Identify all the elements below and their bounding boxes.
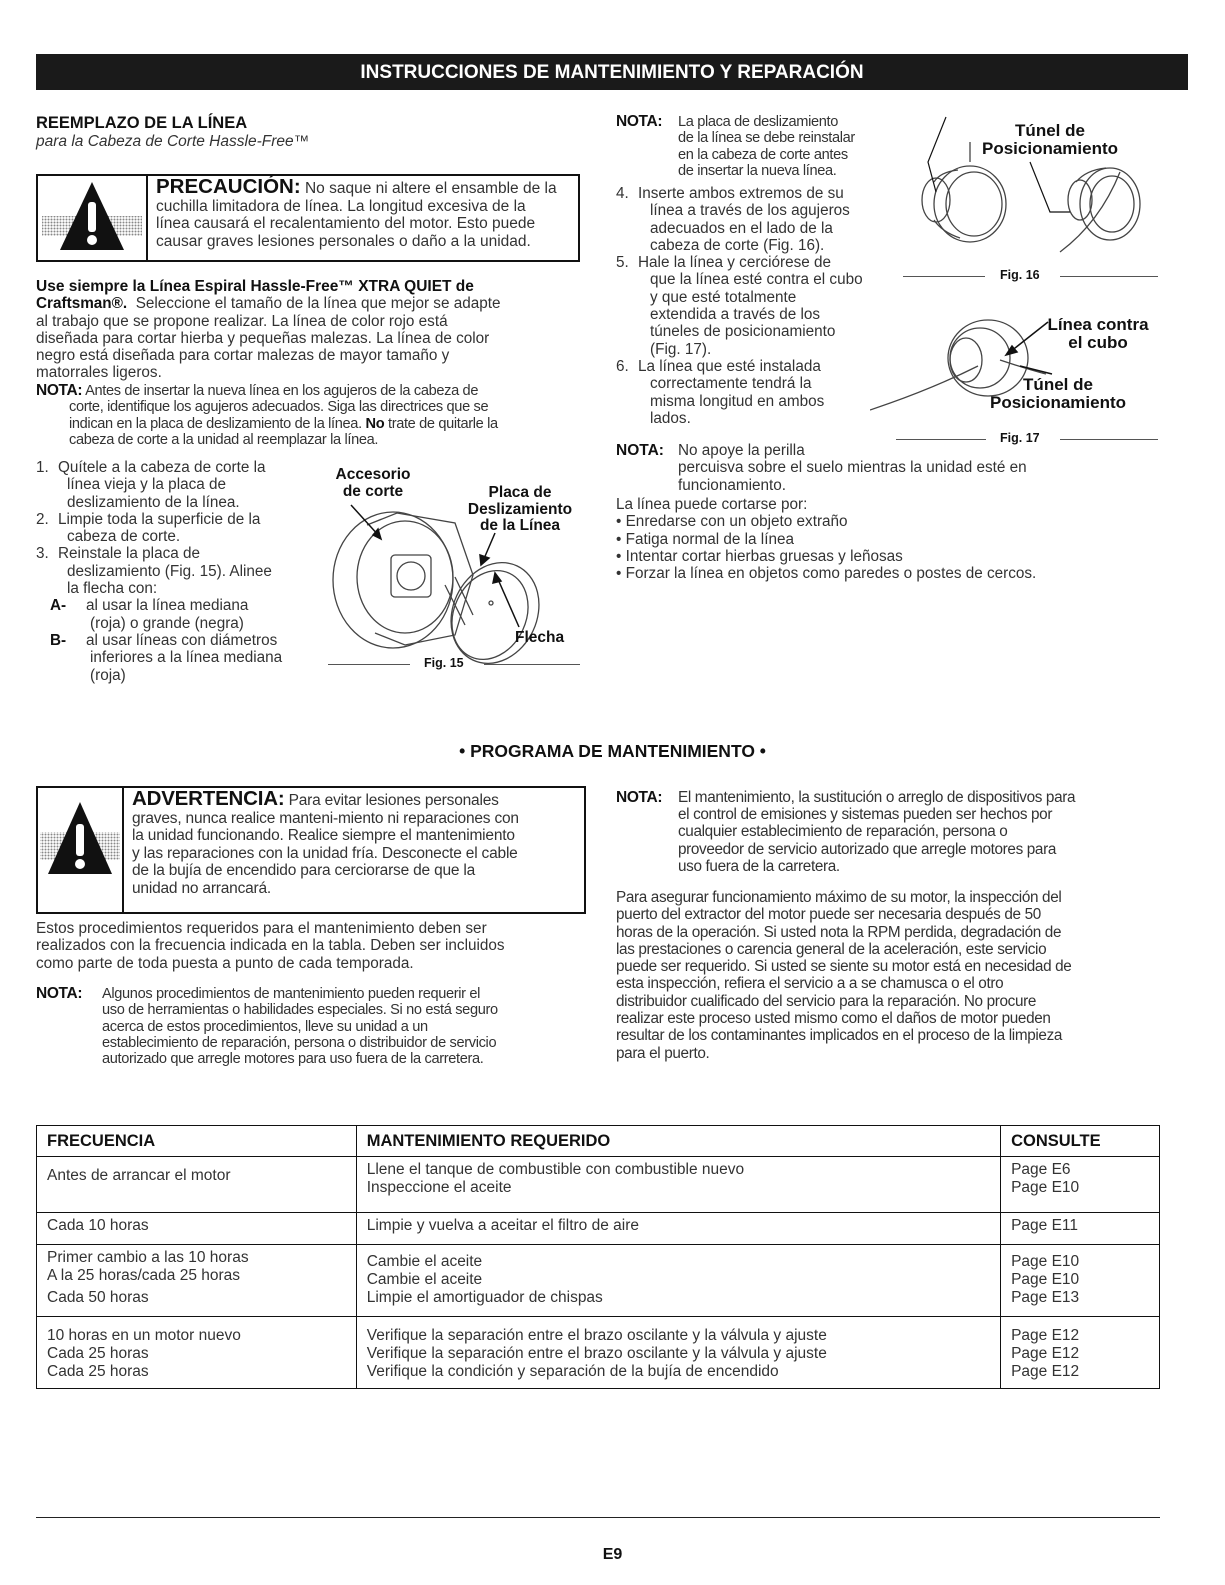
step-text: Quítele a la cabeza de corte la bbox=[58, 459, 266, 476]
paragraph-line: las prestaciones o carencia general de la aceleración, este servicio bbox=[616, 940, 1047, 958]
step-number: 4. bbox=[616, 185, 629, 202]
step-text: Inserte ambos extremos de su bbox=[638, 185, 844, 202]
nota-text: de insertar la nueva línea. bbox=[678, 162, 837, 179]
use-line-text: diseñada para cortar hierba y pequeñas malezas. La línea de color bbox=[36, 329, 490, 347]
figure-label: Placa de bbox=[488, 484, 552, 501]
caution-line: causar graves lesiones personales o daño a la unidad. bbox=[156, 232, 531, 250]
paragraph-line: puerto del extractor del motor puede ser necesaria después de 50 bbox=[616, 906, 1041, 924]
column-header: FRECUENCIA bbox=[37, 1126, 357, 1157]
step-text: inferiores a la línea mediana bbox=[90, 649, 283, 667]
figure-label: Túnel de bbox=[1023, 375, 1093, 394]
nota-text: autorizado que arregle motores para uso fuera de la carretera. bbox=[102, 1051, 484, 1068]
warning-box bbox=[36, 786, 586, 914]
use-line-paragraph bbox=[36, 278, 596, 382]
nota-text: proveedor de servicio autorizado que arregle motores para bbox=[678, 840, 1056, 858]
figure-label: de la Línea bbox=[479, 517, 561, 534]
warning-line: Para evitar lesiones personales bbox=[288, 792, 499, 809]
table-row bbox=[37, 1157, 1160, 1213]
step-number: 6. bbox=[616, 357, 629, 375]
divider bbox=[1060, 439, 1158, 440]
step-text: (Fig. 17). bbox=[650, 340, 712, 358]
frequency-cell bbox=[37, 1157, 357, 1213]
figure-label: Túnel de bbox=[1015, 121, 1085, 140]
cell-line: Page E12 bbox=[1011, 1327, 1080, 1344]
list-item: • Enredarse con un objeto extraño bbox=[616, 513, 1176, 530]
reference-cell bbox=[1001, 1317, 1160, 1389]
nota-text: uso fuera de la carretera. bbox=[678, 857, 840, 875]
table-row bbox=[37, 1317, 1160, 1389]
warning-icon-cell bbox=[38, 788, 124, 912]
label-positioning-tunnel bbox=[960, 122, 1140, 158]
warning-line: y las reparaciones con la unidad fría. Desconecte el cable bbox=[132, 844, 518, 862]
step-text: cabeza de corte. bbox=[67, 528, 181, 546]
figure-caption: Fig. 16 bbox=[1000, 268, 1040, 282]
nota-text: indican en la placa de deslizamiento de la línea. bbox=[69, 415, 362, 432]
frequency-cell bbox=[37, 1245, 357, 1317]
step-text: al usar la línea mediana bbox=[86, 597, 249, 615]
nota-insert-line bbox=[36, 383, 606, 448]
nota-text: funcionamiento. bbox=[678, 476, 786, 494]
figure-label: Deslizamiento bbox=[467, 500, 573, 518]
caution-box bbox=[36, 174, 580, 262]
paragraph-line: distribuidor cualificado del servicio para la reparación. No procure bbox=[616, 992, 1037, 1010]
cell-line: Llene el tanque de combustible con combustible nuevo bbox=[366, 1161, 745, 1178]
cell-line: Verifique la separación entre el brazo oscilante y la válvula y ajuste bbox=[366, 1345, 827, 1362]
warning-line: graves, nunca realice manteni-miento ni reparaciones con bbox=[132, 809, 519, 827]
figure-15 bbox=[305, 465, 595, 685]
nota-text: Antes de insertar la nueva línea en los agujeros de la cabeza de bbox=[85, 383, 479, 399]
figure-label: de corte bbox=[342, 482, 404, 500]
sub-step-item bbox=[36, 597, 326, 632]
cell-line: Primer cambio a las 10 horas bbox=[47, 1249, 249, 1266]
brand-name: Craftsman®. bbox=[36, 295, 128, 313]
paragraph-line: puede ser requerido. Si usted se siente su motor está en necesidad de bbox=[616, 958, 1072, 976]
label-arrow: Flecha bbox=[515, 629, 565, 646]
warning-line: la unidad funcionando. Realice siempre el mantenimiento bbox=[132, 827, 515, 845]
column-header: MANTENIMIENTO REQUERIDO bbox=[356, 1126, 1000, 1157]
label-line-against-hub bbox=[1038, 316, 1158, 352]
figure-label: Línea contra bbox=[1047, 315, 1149, 334]
column-header: CONSULTE bbox=[1001, 1126, 1160, 1157]
nota-slide-plate bbox=[616, 114, 916, 179]
cell-line: Page E6 bbox=[1011, 1161, 1071, 1178]
label-cutting-accessory bbox=[323, 467, 423, 500]
nota-text: en la cabeza de corte antes bbox=[678, 146, 848, 163]
table-row bbox=[37, 1213, 1160, 1245]
step-text: misma longitud en ambos bbox=[650, 392, 825, 410]
nota-text: establecimiento de reparación, persona o distribuidor de servicio bbox=[102, 1034, 497, 1051]
cell-line: Verifique la condición y separación de la bujía de encendido bbox=[366, 1363, 779, 1380]
nota-text: La placa de deslizamiento bbox=[678, 114, 838, 130]
maintenance-cell bbox=[356, 1157, 1000, 1213]
figure-label: Accesorio bbox=[335, 466, 411, 483]
cell-line: Limpie y vuelva a aceitar el filtro de aire bbox=[366, 1217, 639, 1234]
sub-step-letter: B- bbox=[50, 631, 67, 649]
cell-line: Page E13 bbox=[1011, 1289, 1080, 1306]
divider bbox=[896, 439, 986, 440]
cell-line: Cada 50 horas bbox=[47, 1289, 149, 1306]
cell-line: A la 25 horas/cada 25 horas bbox=[47, 1267, 241, 1284]
step-text: lados. bbox=[650, 409, 691, 427]
cell-line: Page E12 bbox=[1011, 1363, 1080, 1380]
divider bbox=[484, 664, 580, 665]
nota-text: acerca de estos procedimientos, lleve su unidad a un bbox=[102, 1018, 428, 1035]
nota-label: NOTA: bbox=[616, 442, 664, 459]
step-text: La línea que esté instalada bbox=[638, 357, 821, 375]
figure-16 bbox=[900, 112, 1160, 262]
cell-line: Page E11 bbox=[1011, 1217, 1078, 1234]
nota-text: el control de emisiones y sistemas pueden ser hechos por bbox=[678, 806, 1053, 824]
step-text: correctamente tendrá la bbox=[650, 375, 812, 393]
warning-triangle-icon bbox=[38, 176, 146, 260]
step-item bbox=[36, 511, 326, 546]
section-title-maintenance-schedule: • PROGRAMA DE MANTENIMIENTO • bbox=[459, 741, 766, 761]
label-line-slide-plate bbox=[455, 485, 585, 535]
table-row bbox=[37, 1245, 1160, 1317]
reference-cell bbox=[1001, 1213, 1160, 1245]
step-text: extendida a través de los bbox=[650, 306, 821, 324]
paragraph-line: Para asegurar funcionamiento máximo de su motor, la inspección del bbox=[616, 889, 1062, 906]
step-text: túneles de posicionamiento bbox=[650, 323, 836, 341]
figure-17 bbox=[870, 300, 1160, 420]
cell-line: Cada 25 horas bbox=[47, 1345, 149, 1362]
section-subtitle: para la Cabeza de Corte Hassle-Free™ bbox=[36, 133, 310, 150]
cell-line: Antes de arrancar el motor bbox=[47, 1167, 231, 1184]
page-number: E9 bbox=[602, 1546, 623, 1563]
cell-line: Cada 10 horas bbox=[47, 1217, 149, 1234]
figure-label: Posicionamiento bbox=[989, 393, 1127, 412]
page-banner: INSTRUCCIONES DE MANTENIMIENTO Y REPARACIÓN bbox=[36, 54, 1188, 90]
nota-text: Algunos procedimientos de mantenimiento pueden requerir el bbox=[102, 986, 481, 1002]
paragraph-line: realizar este proceso usted mismo como el daños de motor pueden bbox=[616, 1010, 1051, 1028]
label-positioning-tunnel bbox=[978, 376, 1138, 412]
nota-emissions bbox=[616, 789, 1186, 875]
footer-rule bbox=[36, 1517, 1160, 1518]
step-text: al usar líneas con diámetros bbox=[86, 631, 278, 649]
cell-line: Verifique la separación entre el brazo oscilante y la válvula y ajuste bbox=[366, 1327, 827, 1344]
step-number: 1. bbox=[36, 459, 49, 476]
step-text: línea vieja y la placa de bbox=[67, 476, 227, 494]
line-cut-causes bbox=[616, 496, 1176, 582]
figure-label: el cubo bbox=[1068, 333, 1128, 352]
step-text: deslizamiento (Fig. 15). Alinee bbox=[67, 562, 272, 580]
cell-line: Page E10 bbox=[1011, 1271, 1080, 1288]
maintenance-cell bbox=[356, 1245, 1000, 1317]
nota-text: percuisva sobre el suelo mientras la unidad esté en bbox=[678, 459, 1027, 477]
caution-line: cuchilla limitadora de línea. La longitud excesiva de la bbox=[156, 197, 526, 215]
reference-cell bbox=[1001, 1157, 1160, 1213]
warning-line: de la bujía de encendido para cerciorarse de que la bbox=[132, 862, 476, 880]
paragraph-line: esta inspección, refiera el servicio a a se chamusca o el otro bbox=[616, 975, 1004, 993]
paragraph-line: para el puerto. bbox=[616, 1044, 710, 1062]
warning-heading: ADVERTENCIA: bbox=[132, 787, 285, 810]
cell-line: Page E10 bbox=[1011, 1253, 1080, 1270]
step-item bbox=[36, 459, 326, 511]
table-header-row bbox=[37, 1126, 1160, 1157]
paragraph-line: como parte de toda puesta a punto de cada temporada. bbox=[36, 954, 414, 972]
step-text: que la línea esté contra el cubo bbox=[650, 271, 863, 289]
maintenance-cell bbox=[356, 1317, 1000, 1389]
step-text: Hale la línea y cerciórese de bbox=[638, 254, 832, 272]
nota-label: NOTA: bbox=[616, 113, 663, 130]
nota-emphasis: No bbox=[365, 415, 385, 432]
reference-cell bbox=[1001, 1245, 1160, 1317]
nota-label: NOTA: bbox=[616, 789, 663, 806]
cell-line: Limpie el amortiguador de chispas bbox=[366, 1289, 603, 1306]
cut-causes-list bbox=[616, 513, 1176, 582]
caution-line: línea causará el recalentamiento del motor. Esto puede bbox=[156, 215, 536, 233]
step-text: Limpie toda la superficie de la bbox=[58, 510, 261, 528]
step-text: Reinstale la placa de bbox=[58, 545, 201, 563]
warning-triangle-icon bbox=[38, 788, 122, 912]
list-item: • Fatiga normal de la línea bbox=[616, 531, 1176, 548]
divider bbox=[328, 664, 410, 665]
cell-line: 10 horas en un motor nuevo bbox=[47, 1327, 241, 1344]
use-line-bold: Use siempre la Línea Espiral Hassle-Free™ XTRA QUIET de bbox=[36, 278, 474, 295]
step-text: y que esté totalmente bbox=[650, 288, 797, 306]
nota-special-tools bbox=[36, 986, 606, 1067]
exhaust-port-paragraph bbox=[616, 889, 1191, 1062]
nota-text: El mantenimiento, la sustitución o arreglo de dispositivos para bbox=[678, 789, 1076, 806]
cell-line: Cada 25 horas bbox=[47, 1363, 149, 1380]
schedule-paragraph bbox=[36, 920, 606, 972]
paragraph-line: realizados con la frecuencia indicada en la tabla. Deben ser incluidos bbox=[36, 937, 505, 955]
paragraph-line: Estos procedimientos requeridos para el mantenimiento deben ser bbox=[36, 920, 487, 937]
use-line-text: matorrales ligeros. bbox=[36, 364, 162, 382]
figure-caption: Fig. 15 bbox=[424, 656, 464, 670]
step-number: 3. bbox=[36, 545, 49, 563]
nota-text: trate de quitarle la bbox=[387, 415, 498, 432]
nota-label: NOTA: bbox=[36, 985, 83, 1002]
nota-text: corte, identifique los agujeros adecuados. Siga las directrices que se bbox=[69, 399, 489, 416]
section-title-line-replacement: REEMPLAZO DE LA LÍNEA bbox=[36, 114, 248, 132]
nota-text: cualquier establecimiento de reparación, persona o bbox=[678, 823, 1008, 841]
caution-heading: PRECAUCIÓN: bbox=[156, 175, 301, 198]
step-text: línea a través de los agujeros bbox=[650, 202, 850, 220]
paragraph-line: horas de la operación. Si usted nota la RPM perdida, degradación de bbox=[616, 923, 1062, 941]
step-text: (roja) o grande (negra) bbox=[90, 614, 244, 632]
step-text: adecuados en el lado de la bbox=[650, 219, 833, 237]
nota-text: No apoye la perilla bbox=[678, 442, 805, 459]
cell-line: Inspeccione el aceite bbox=[366, 1179, 512, 1196]
sub-step-letter: A- bbox=[50, 597, 67, 615]
frequency-cell bbox=[37, 1317, 357, 1389]
paragraph-line: resultar de los contaminantes implicados en el proceso de la limpieza bbox=[616, 1027, 1063, 1045]
figure-label: Posicionamiento bbox=[981, 139, 1119, 158]
use-line-text: negro está diseñada para cortar malezas de mayor tamaño y bbox=[36, 347, 450, 365]
cell-line: Page E12 bbox=[1011, 1345, 1080, 1362]
warning-line: unidad no arrancará. bbox=[132, 879, 272, 897]
nota-text: de la línea se debe reinstalar bbox=[678, 130, 855, 147]
step-text: la flecha con: bbox=[67, 580, 158, 598]
cut-intro: La línea puede cortarse por: bbox=[616, 496, 808, 513]
cell-line: Cambie el aceite bbox=[366, 1271, 483, 1288]
use-line-text: al trabajo que se propone realizar. La línea de color rojo está bbox=[36, 312, 448, 330]
step-number: 5. bbox=[616, 254, 629, 272]
nota-text: cabeza de corte a la unidad al reemplazar la línea. bbox=[69, 431, 379, 448]
nota-text: uso de herramientas o habilidades especiales. Si no está seguro bbox=[102, 1002, 498, 1019]
step-item bbox=[36, 545, 326, 597]
divider bbox=[903, 276, 985, 277]
step-text: (roja) bbox=[90, 666, 126, 684]
step-text: cabeza de corte (Fig. 16). bbox=[650, 236, 825, 254]
step-item bbox=[616, 185, 916, 254]
caution-icon-cell bbox=[38, 176, 148, 260]
maintenance-cell bbox=[356, 1213, 1000, 1245]
sub-step-item bbox=[36, 632, 326, 684]
cell-line: Cambie el aceite bbox=[366, 1253, 483, 1270]
steps-1-3 bbox=[36, 459, 326, 684]
nota-knob bbox=[616, 442, 1176, 494]
nota-label: NOTA: bbox=[36, 382, 83, 399]
divider bbox=[1060, 276, 1158, 277]
use-line-text: Seleccione el tamaño de la línea que mejor se adapte bbox=[135, 295, 501, 313]
list-item: • Forzar la línea en objetos como paredes o postes de cercos. bbox=[616, 565, 1176, 582]
cell-line: Page E10 bbox=[1011, 1179, 1080, 1196]
step-text: deslizamiento de la línea. bbox=[67, 493, 240, 511]
caution-line: No saque ni altere el ensamble de la bbox=[304, 180, 557, 197]
list-item: • Intentar cortar hierbas gruesas y leñosas bbox=[616, 548, 1176, 565]
maintenance-table bbox=[36, 1125, 1160, 1389]
figure-caption: Fig. 17 bbox=[1000, 431, 1040, 445]
frequency-cell bbox=[37, 1213, 357, 1245]
step-number: 2. bbox=[36, 510, 49, 528]
